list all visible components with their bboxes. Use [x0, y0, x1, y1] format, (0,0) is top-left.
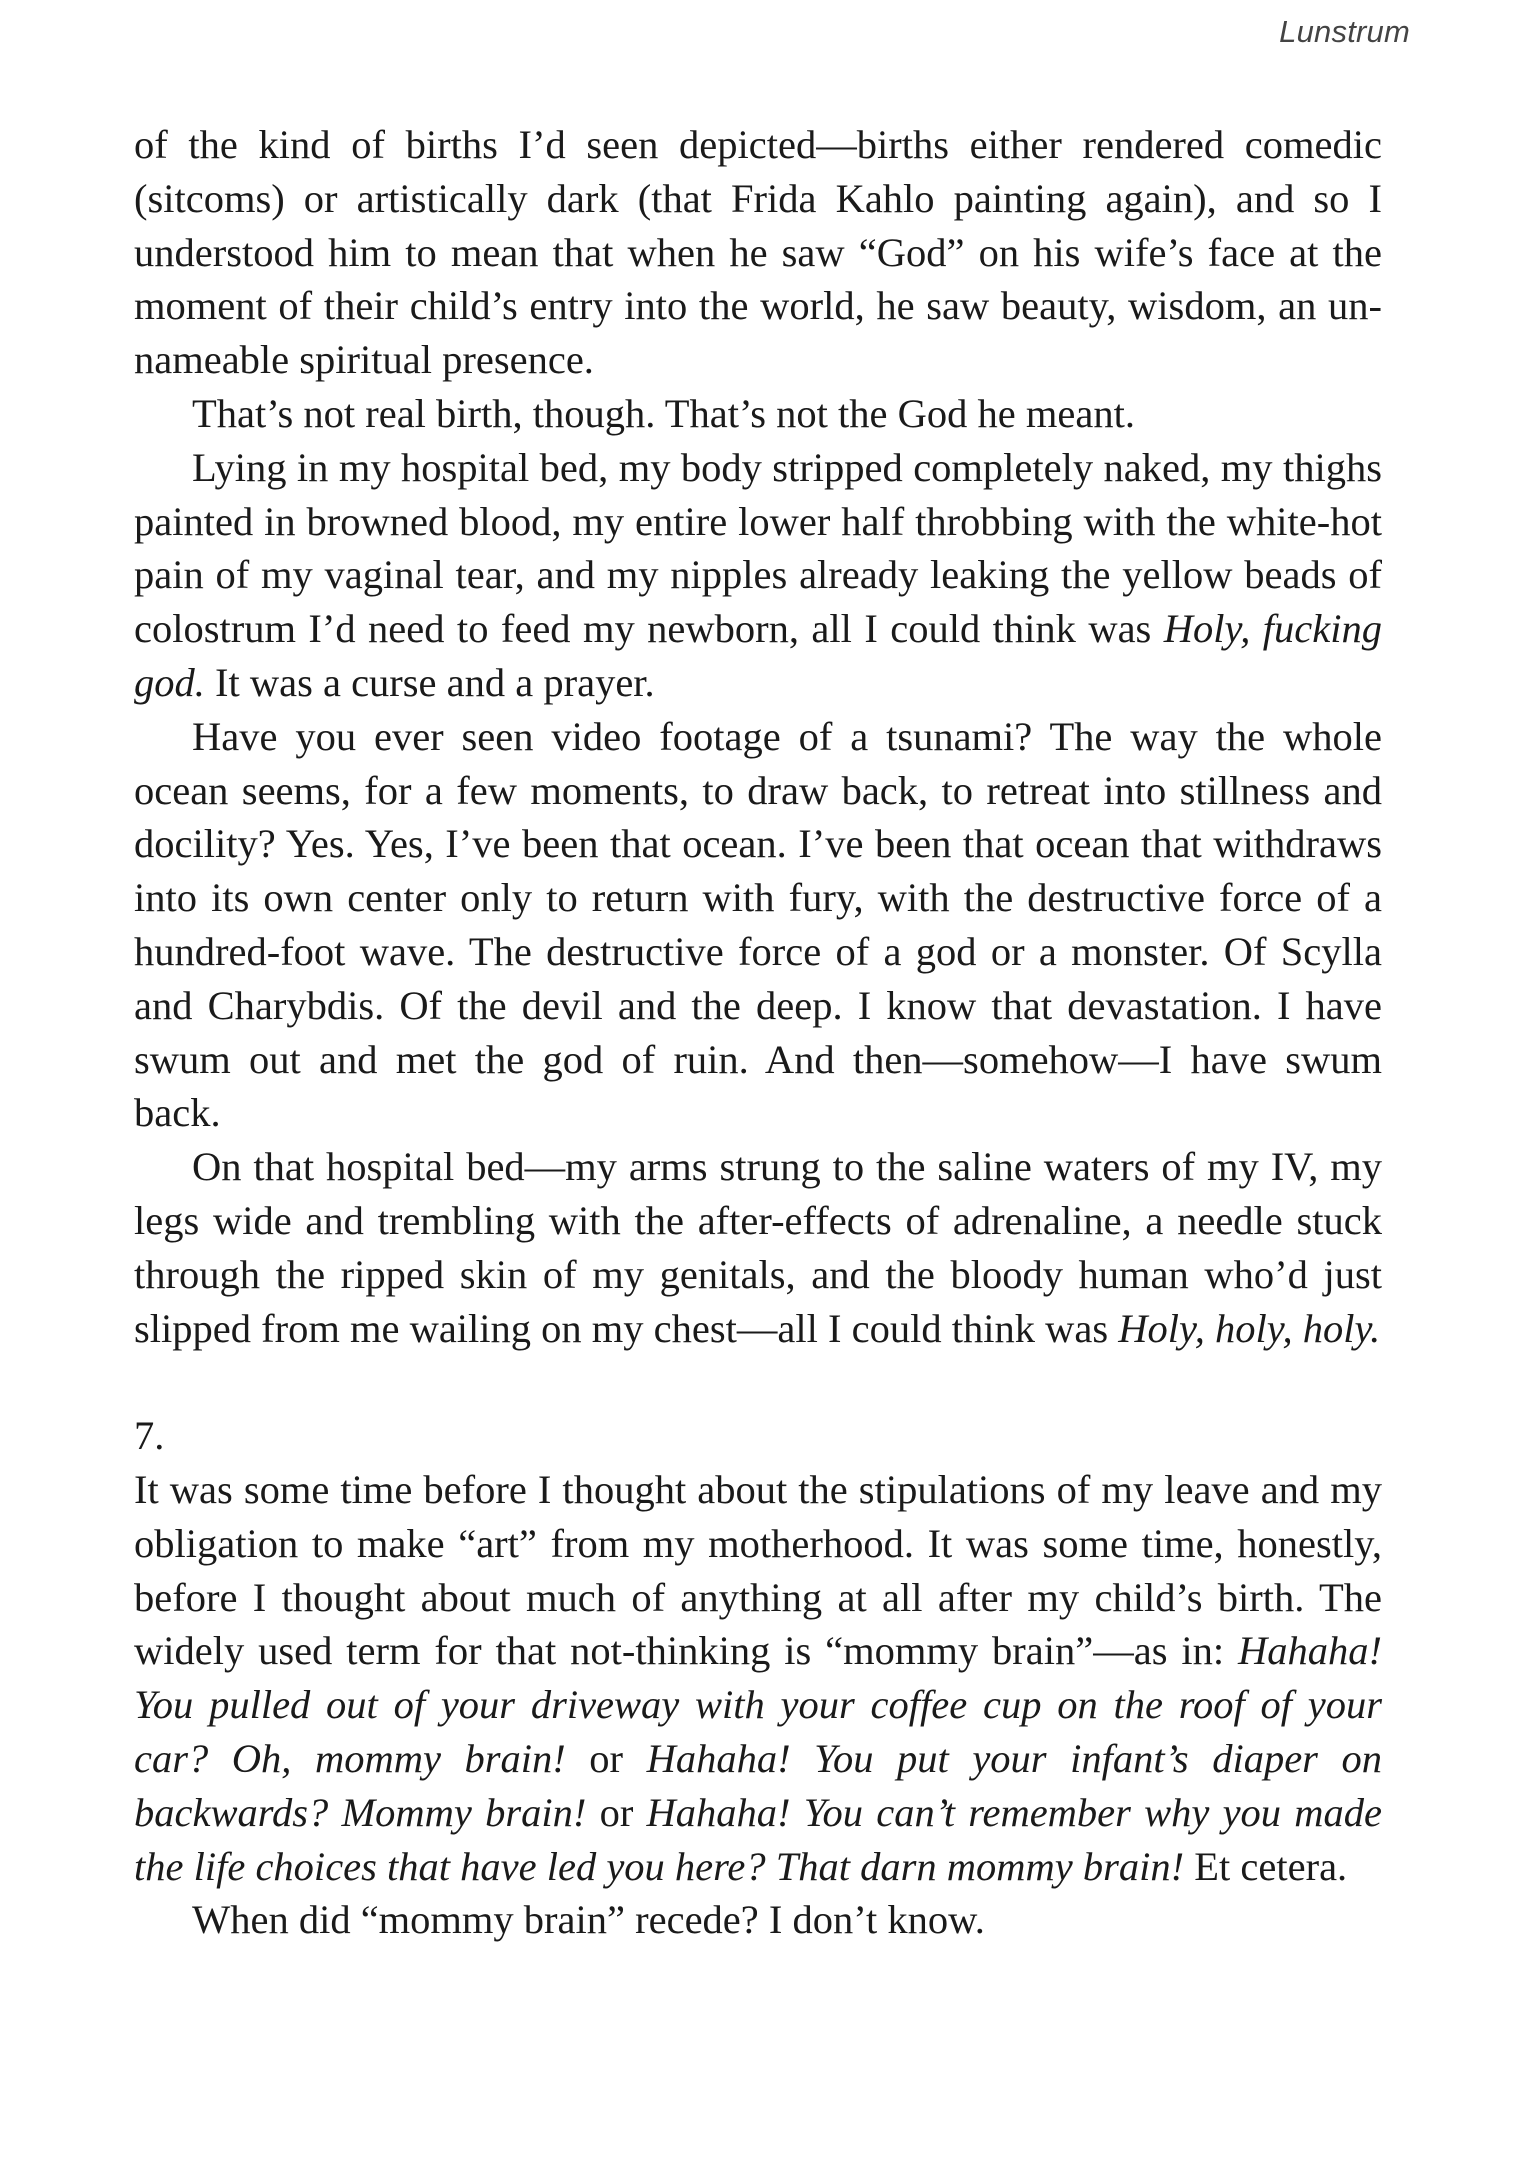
italic-text: Holy, fucking god.	[134, 606, 1382, 705]
italic-text: Hahaha! You pulled out of your driveway with your coffee cup on the roof of your car? Oh, mommy brain!	[134, 1628, 1382, 1781]
paragraph	[134, 118, 1382, 387]
text-segment: of the kind of births I’d seen depicted—births either rendered comedic (sitcoms) or artistically dark (that Frida Kahlo painting again), and so I understood him to mean that when he saw “God” on his wife’s face at the moment of their child’s entry into the world, he saw beauty, wisdom, an un-nameable spiritual presence.	[134, 122, 1382, 383]
section-number: 7.	[134, 1413, 165, 1459]
text-segment: Have you ever seen video footage of a tsunami? The way the whole ocean seems, for a few moments, to draw back, to retreat into stillness and docility? Yes. Yes, I’ve been that ocean. I’ve been that ocean that withdraws into its own center only to return with fury, with the destructive force of a hundred-foot wave. The destructive force of a god or a monster. Of Scylla and Charybdis. Of the devil and the deep. I know that devastation. I have swum out and met the god of ruin. And then—somehow—I have swum back.	[134, 713, 1382, 1136]
text-segment: Lying in my hospital bed, my body stripped completely naked, my thighs painted in browned blood, my entire lower half throbbing with the white-hot pain of my vaginal tear, and my nipples already leaking the yellow beads of colostrum I’d need to feed my newborn, all I could think was	[134, 444, 1382, 652]
paragraph	[134, 387, 1382, 441]
text-segment: or	[586, 1789, 647, 1835]
italic-text: Hahaha! You put your infant’s diaper on backwards? Mommy brain!	[134, 1735, 1382, 1835]
paragraph	[134, 1463, 1382, 1893]
italic-text: Holy, holy, holy.	[1118, 1305, 1381, 1351]
paragraph	[134, 710, 1382, 1140]
paragraph	[134, 1893, 1382, 1947]
text-segment: That’s not real birth, though. That’s not the God he meant.	[192, 390, 1135, 436]
text-segment: Et cetera.	[1184, 1843, 1348, 1889]
running-header: Lunstrum	[1279, 14, 1410, 49]
paragraphs-before-section	[134, 118, 1382, 1355]
text-segment: It was some time before I thought about the stipulations of my leave and my obligation to make “art” from my motherhood. It was some time, honestly, before I thought about much of anything at all after my child’s birth. The widely used term for that not-thinking is “mommy brain”—as in:	[134, 1466, 1382, 1674]
paragraphs-after-section	[134, 1463, 1382, 1947]
paragraph	[134, 1140, 1382, 1355]
text-segment: or	[565, 1735, 647, 1781]
text-segment: It was a curse and a prayer.	[204, 659, 655, 705]
italic-text: Hahaha! You can’t remember why you made the life choices that have led you here? That darn mommy brain!	[134, 1789, 1382, 1889]
paragraph	[134, 441, 1382, 710]
body-text	[134, 118, 1382, 1947]
text-segment: When did “mommy brain” recede? I don’t know.	[192, 1897, 985, 1943]
text-segment: On that hospital bed—my arms strung to the saline waters of my IV, my legs wide and trembling with the after-effects of adrenaline, a needle stuck through the ripped skin of my genitals, and the bloody human who’d just slipped from me wailing on my chest—all I could think was	[134, 1144, 1382, 1351]
